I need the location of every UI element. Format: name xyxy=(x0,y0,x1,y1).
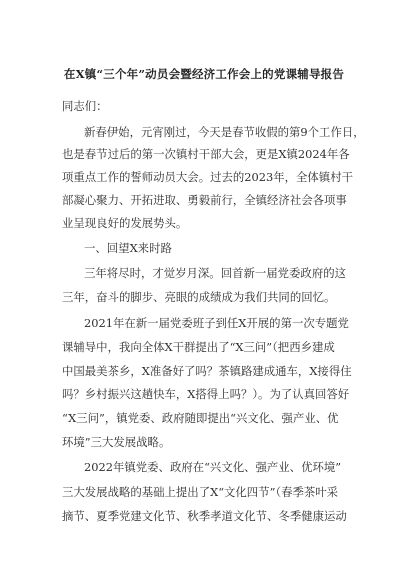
paragraph-1-line-5: 业呈现良好的发展势头。 xyxy=(62,216,188,230)
paragraph-3-line-5: “X三问”，镇党委、政府随即提出“兴文化、强产业、优 xyxy=(62,411,339,425)
paragraph-1-line-1: 新春伊始，元宵刚过，今天是春节收假的第9个工作日， xyxy=(84,125,365,139)
section-heading: 一、回望X来时路 xyxy=(84,241,172,255)
greeting-line: 同志们： xyxy=(62,99,108,113)
paragraph-3-line-1: 2021年在新一届党委班子到任X开展的第一次专题党 xyxy=(84,316,349,330)
paragraph-1-line-2: 也是春节过后的第一次镇村干部大会，更是X镇2024年各 xyxy=(62,147,350,161)
paragraph-2-line-1: 三年将尽时，才觉岁月深。回首新一届党委政府的这 xyxy=(84,266,346,280)
paragraph-1-line-3: 项重点工作的誓师动员大会。过去的2023年，全体镇村干 xyxy=(62,170,353,184)
paragraph-3-line-3: 中国最美茶乡，X准备好了吗？茶镇路建成通车，X接得住 xyxy=(62,364,352,378)
paragraph-2-line-2: 三年，奋斗的脚步、亮眼的成绩成为我们共同的回忆。 xyxy=(62,290,336,304)
document-title: 在X镇“三个年”动员会暨经济工作会上的党课辅导报告 xyxy=(63,67,345,81)
paragraph-3-line-6: 环境”三大发展战略。 xyxy=(62,435,171,449)
paragraph-4-line-1: 2022年镇党委、政府在“兴文化、强产业、优环境” xyxy=(84,460,342,474)
paragraph-4-line-2: 三大发展战略的基础上提出了X“文化四节”（春季茶叶采 xyxy=(62,485,339,499)
paragraph-1-line-4: 部凝心聚力、开拓进取、勇毅前行，全镇经济社会各项事 xyxy=(62,193,347,207)
paragraph-4-line-3: 摘节、夏季党建文化节、秋季孝道文化节、冬季健康运动 xyxy=(62,509,347,523)
paragraph-3-line-2: 课辅导中，我向全体X干群提出了“X三问”（把西乡建成 xyxy=(62,340,335,354)
paragraph-3-line-4: 吗？乡村振兴这趟快车，X搭得上吗？）。为了认真回答好 xyxy=(62,387,350,401)
